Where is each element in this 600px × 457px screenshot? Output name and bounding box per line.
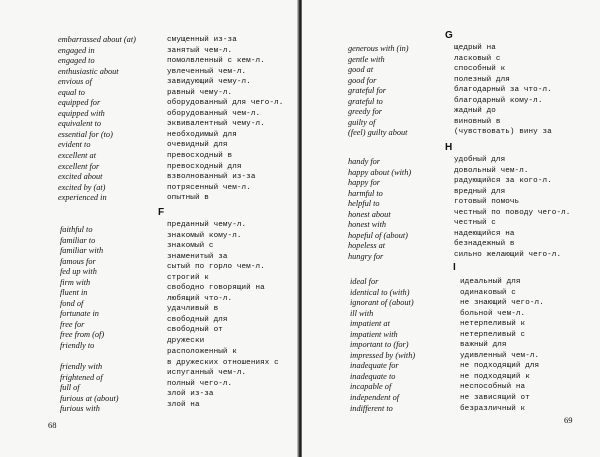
dictionary-entry: good at bbox=[348, 65, 374, 75]
dictionary-entry: равный чему-л. bbox=[167, 88, 233, 97]
dictionary-entry: щедрый на bbox=[454, 44, 496, 52]
h-russian bbox=[454, 155, 570, 260]
dictionary-entry: довольный чем-л. bbox=[454, 166, 529, 175]
dictionary-entry: excited about bbox=[58, 172, 103, 182]
dictionary-entry: free for bbox=[60, 319, 85, 329]
dictionary-entry: превосходный для bbox=[167, 162, 242, 171]
dictionary-entry: guilty of bbox=[348, 117, 376, 127]
dictionary-entry: сильно желающий чего-л. bbox=[454, 250, 562, 259]
dictionary-entry: занятый чем-л. bbox=[167, 46, 233, 55]
dictionary-entry: fed up with bbox=[60, 267, 97, 277]
left-block2-russian bbox=[167, 220, 265, 347]
dictionary-entry: experienced in bbox=[58, 193, 107, 203]
dictionary-entry: ласковый с bbox=[454, 54, 501, 63]
dictionary-entry: эквивалентный чему-л. bbox=[167, 120, 265, 129]
dictionary-entry: испуганный чем-л. bbox=[167, 369, 247, 378]
dictionary-entry: impressed by (with) bbox=[350, 350, 416, 360]
section-letter-i: I bbox=[453, 262, 456, 273]
dictionary-entry: honest about bbox=[348, 209, 391, 219]
dictionary-entry: embarrassed about (at) bbox=[58, 35, 136, 44]
left-block2-english bbox=[60, 225, 104, 352]
dictionary-entry: полезный для bbox=[454, 75, 510, 84]
dictionary-entry: злой на bbox=[167, 400, 200, 409]
dictionary-entry: friendly with bbox=[60, 362, 103, 371]
dictionary-entry: радующийся за кого-л. bbox=[454, 177, 552, 186]
dictionary-entry: больной чем-л. bbox=[460, 309, 526, 318]
dictionary-entry: equal to bbox=[58, 87, 85, 97]
dictionary-entry: engaged to bbox=[58, 56, 95, 66]
page-number-left: 68 bbox=[48, 420, 57, 430]
dictionary-entry: excellent at bbox=[58, 151, 97, 161]
dictionary-entry: помолвленный с кем-л. bbox=[167, 57, 265, 66]
dictionary-entry: excited by (at) bbox=[58, 182, 106, 192]
dictionary-entry: знакомый кому-л. bbox=[167, 231, 242, 240]
dictionary-entry: безнадежный в bbox=[454, 240, 515, 249]
dictionary-entry: благодарный кому-л. bbox=[454, 96, 543, 105]
dictionary-entry: не подходящий для bbox=[460, 362, 540, 371]
dictionary-entry: удобный для bbox=[454, 156, 506, 164]
left-block1-english bbox=[58, 35, 136, 204]
dictionary-entry: fluent in bbox=[60, 288, 88, 298]
dictionary-entry: envious of bbox=[58, 77, 92, 87]
dictionary-entry: надеющийся на bbox=[454, 229, 515, 238]
dictionary-entry: честный по поводу чего-л. bbox=[454, 208, 571, 217]
dictionary-entry: не подходящий к bbox=[460, 372, 530, 381]
dictionary-entry: inadequate to bbox=[350, 371, 396, 381]
dictionary-entry: handy for bbox=[348, 157, 381, 166]
g-english bbox=[348, 44, 409, 139]
dictionary-entry: harmful to bbox=[348, 188, 383, 198]
dictionary-entry: благодарный за что-л. bbox=[454, 86, 552, 95]
dictionary-entry: inadequate for bbox=[350, 361, 399, 371]
dictionary-entry: generous with (in) bbox=[348, 44, 409, 53]
dictionary-entry: строгий к bbox=[167, 273, 209, 282]
left-block1-russian bbox=[167, 35, 283, 204]
dictionary-entry: способный к bbox=[454, 65, 506, 74]
dictionary-entry: honest with bbox=[348, 220, 387, 230]
dictionary-entry: в дружеских отношениях с bbox=[167, 358, 279, 367]
dictionary-entry: ignorant of (about) bbox=[350, 298, 414, 308]
dictionary-entry: helpful to bbox=[348, 199, 380, 209]
dictionary-entry: ill with bbox=[350, 308, 374, 318]
dictionary-entry: дружески bbox=[167, 337, 205, 346]
dictionary-entry: incapable of bbox=[350, 382, 392, 392]
dictionary-entry: нетерпеливый к bbox=[460, 320, 526, 329]
dictionary-entry: full of bbox=[60, 383, 80, 393]
dictionary-entry: hopeful of (about) bbox=[348, 230, 408, 240]
dictionary-entry: faithful to bbox=[60, 225, 93, 234]
section-letter-h: H bbox=[445, 142, 453, 153]
dictionary-entry: расположенный к bbox=[167, 348, 237, 356]
dictionary-entry: оборудованный для чего-л. bbox=[167, 99, 284, 108]
dictionary-entry: готовый помочь bbox=[454, 198, 520, 207]
i-english bbox=[350, 277, 415, 414]
dictionary-entry: смущенный из-за bbox=[167, 36, 237, 44]
dictionary-entry: hopeless at bbox=[348, 241, 386, 251]
dictionary-entry: опытный в bbox=[167, 194, 209, 203]
dictionary-entry: grateful for bbox=[348, 86, 387, 96]
dictionary-entry: happy about (with) bbox=[348, 167, 412, 177]
dictionary-entry: grateful to bbox=[348, 96, 383, 106]
left-page bbox=[0, 0, 298, 457]
dictionary-entry: увлеченный чем-л. bbox=[167, 67, 247, 76]
left-block3-russian bbox=[167, 347, 279, 410]
dictionary-entry: frightened of bbox=[60, 372, 103, 382]
dictionary-entry: famous for bbox=[60, 256, 96, 266]
dictionary-entry: не зависящий от bbox=[460, 394, 530, 403]
dictionary-entry: equivalent to bbox=[58, 119, 102, 129]
dictionary-entry: сытый по горло чем-л. bbox=[167, 263, 265, 272]
dictionary-entry: evident to bbox=[58, 140, 91, 150]
dictionary-entry: (feel) guilty about bbox=[348, 128, 408, 138]
dictionary-entry: честный с bbox=[454, 219, 496, 228]
dictionary-entry: fortunate in bbox=[60, 309, 99, 319]
dictionary-entry: familiar with bbox=[60, 246, 104, 256]
dictionary-entry: familiar to bbox=[60, 235, 96, 245]
dictionary-entry: indifferent to bbox=[350, 403, 393, 413]
dictionary-entry: очевидный для bbox=[167, 141, 228, 150]
right-page bbox=[302, 0, 600, 457]
dictionary-entry: свободный от bbox=[167, 326, 223, 335]
dictionary-entry: firm with bbox=[60, 277, 91, 287]
dictionary-entry: happy for bbox=[348, 178, 381, 188]
dictionary-entry: любящий что-л. bbox=[167, 294, 233, 303]
dictionary-entry: friendly to bbox=[60, 341, 95, 351]
i-russian bbox=[460, 277, 544, 414]
dictionary-entry: independent of bbox=[350, 393, 400, 403]
dictionary-entry: важный для bbox=[460, 341, 507, 350]
dictionary-entry: преданный чему-л. bbox=[167, 221, 247, 229]
dictionary-entry: ideal for bbox=[350, 277, 379, 286]
dictionary-entry: furious at (about) bbox=[60, 393, 119, 403]
dictionary-entry: знаменитый за bbox=[167, 252, 228, 261]
dictionary-entry: impatient at bbox=[350, 319, 390, 329]
dictionary-entry: взволнованный из-за bbox=[167, 173, 256, 182]
dictionary-entry: оборудованный чем-л. bbox=[167, 109, 261, 118]
section-letter-g: G bbox=[445, 30, 453, 41]
section-letter-f: F bbox=[158, 207, 165, 218]
left-block3-english bbox=[60, 362, 119, 415]
dictionary-entry: gentle with bbox=[348, 54, 385, 64]
dictionary-entry: free from (of) bbox=[60, 330, 105, 340]
dictionary-entry: удачливый в bbox=[167, 305, 219, 314]
dictionary-entry: essential for (to) bbox=[58, 129, 113, 139]
dictionary-entry: жадный до bbox=[454, 107, 496, 116]
dictionary-entry: виновный в bbox=[454, 117, 501, 126]
dictionary-entry: одинаковый с bbox=[460, 288, 516, 297]
dictionary-entry: (чувствовать) вину за bbox=[454, 128, 552, 137]
dictionary-entry: идеальный для bbox=[460, 278, 521, 286]
dictionary-entry: greedy for bbox=[348, 107, 383, 117]
dictionary-entry: удивленный чем-л. bbox=[460, 351, 540, 360]
dictionary-entry: important to (for) bbox=[350, 340, 409, 350]
h-english bbox=[348, 157, 411, 262]
dictionary-entry: свободно говорящий на bbox=[167, 284, 265, 293]
dictionary-entry: полный чего-л. bbox=[167, 379, 233, 388]
dictionary-entry: свободный для bbox=[167, 315, 228, 324]
dictionary-entry: необходимый для bbox=[167, 130, 237, 139]
dictionary-entry: нетерпеливый с bbox=[460, 330, 526, 339]
dictionary-entry: excellent for bbox=[58, 161, 100, 171]
dictionary-entry: безразличный к bbox=[460, 404, 526, 413]
dictionary-entry: engaged in bbox=[58, 45, 95, 55]
dictionary-entry: hungry for bbox=[348, 251, 384, 261]
dictionary-entry: потрясенный чем-л. bbox=[167, 183, 251, 192]
page-number-right: 69 bbox=[564, 415, 573, 425]
dictionary-entry: знакомый с bbox=[167, 242, 214, 251]
dictionary-entry: equipped with bbox=[58, 108, 105, 118]
dictionary-entry: неспособный на bbox=[460, 383, 526, 392]
dictionary-entry: вредный для bbox=[454, 187, 506, 196]
dictionary-entry: злой из-за bbox=[167, 390, 214, 399]
dictionary-entry: не знающий чего-л. bbox=[460, 299, 544, 308]
dictionary-entry: equipped for bbox=[58, 98, 101, 108]
dictionary-entry: impatient with bbox=[350, 329, 398, 339]
g-russian bbox=[454, 43, 552, 138]
dictionary-entry: превосходный в bbox=[167, 152, 233, 161]
dictionary-entry: identical to (with) bbox=[350, 287, 410, 297]
dictionary-entry: good for bbox=[348, 75, 377, 85]
dictionary-entry: furious with bbox=[60, 404, 100, 414]
dictionary-entry: завидующий чему-л. bbox=[167, 78, 251, 87]
dictionary-entry: fond of bbox=[60, 298, 84, 308]
dictionary-entry: enthusiastic about bbox=[58, 66, 119, 76]
